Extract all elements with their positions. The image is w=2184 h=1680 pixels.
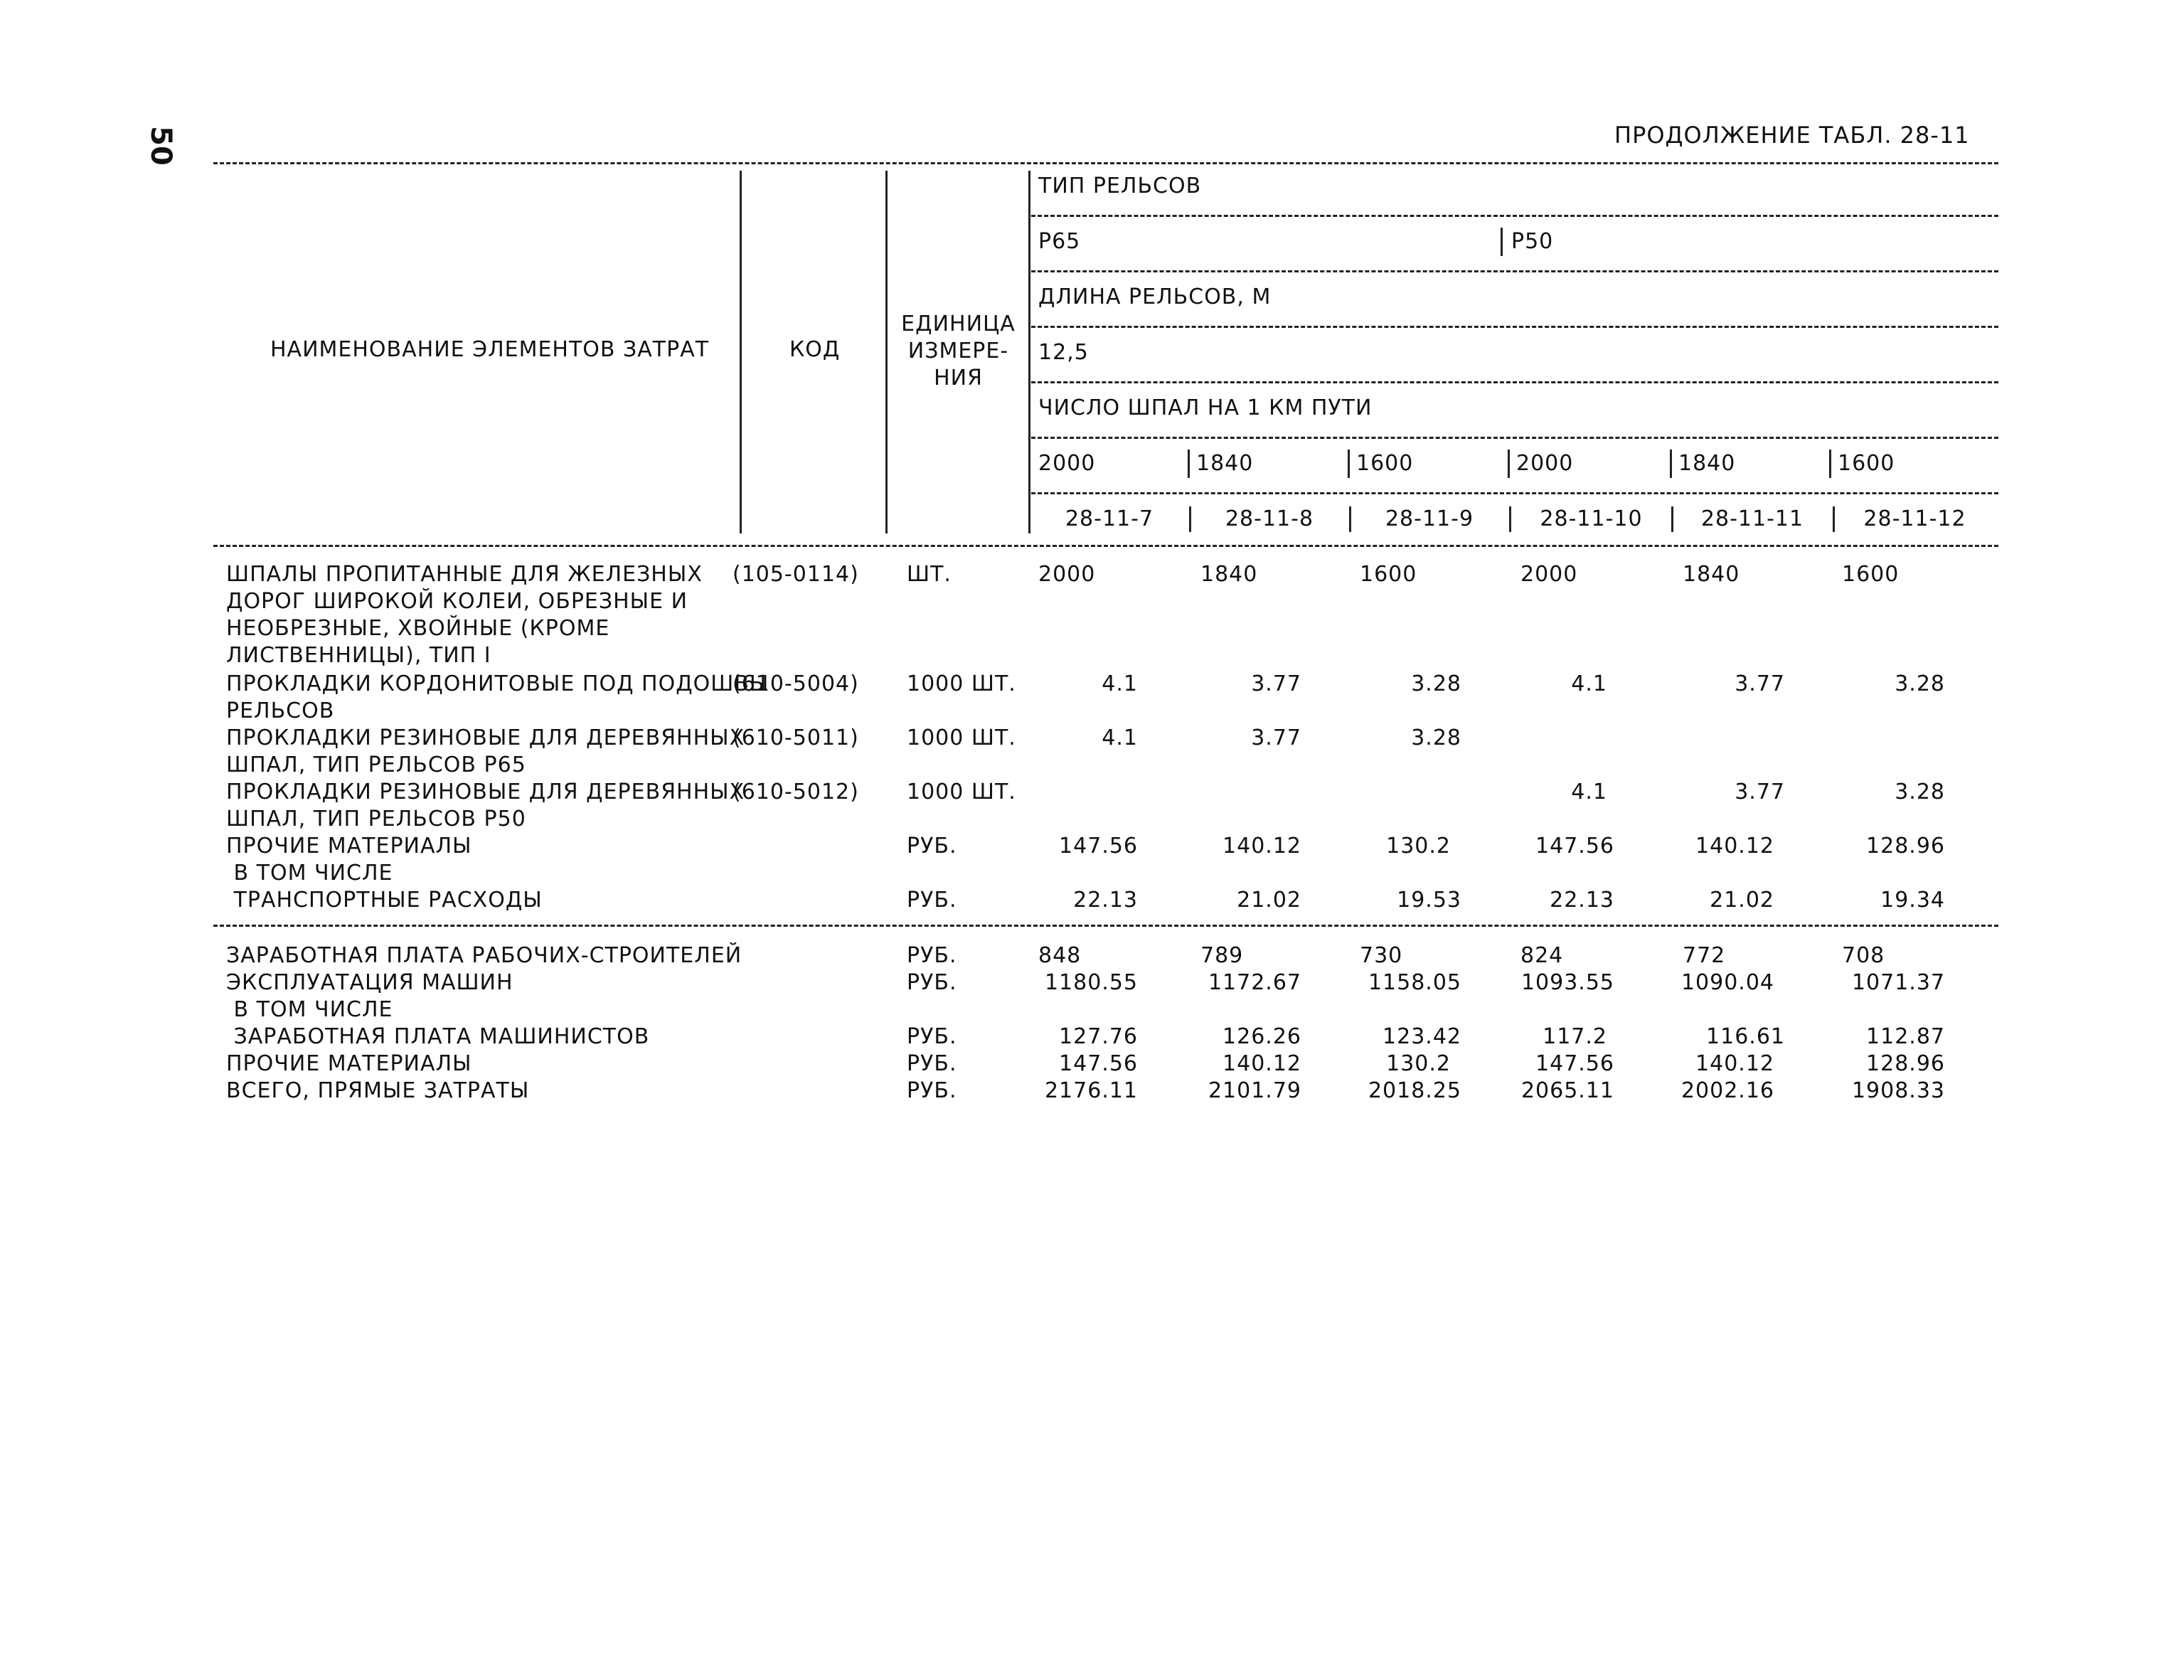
summary-value: 730 (1360, 943, 1403, 968)
row-value: 3.77 (1251, 725, 1301, 750)
row-name-line: РЕЛЬСОВ (226, 698, 335, 723)
summary-value: 1908.33 (1851, 1078, 1945, 1103)
header-unit-line-2: ИЗМЕРЕ- (907, 339, 1009, 363)
row-value: 140.12 (1222, 834, 1301, 858)
summary-value: 1071.37 (1851, 970, 1945, 995)
row-value: 1600 (1360, 562, 1417, 587)
summary-value: 2176.11 (1044, 1078, 1138, 1103)
summary-name: ЗАРАБОТНАЯ ПЛАТА РАБОЧИХ-СТРОИТЕЛЕЙ (226, 943, 742, 968)
row-value: 3.77 (1735, 671, 1785, 696)
summary-value: 848 (1038, 943, 1082, 968)
header-subrule-1 (1031, 215, 1998, 217)
header-separator-unit-values (1028, 171, 1030, 533)
row-unit: РУБ. (907, 888, 957, 913)
row-value: 4.1 (1102, 725, 1138, 750)
row-value: 140.12 (1695, 834, 1774, 858)
summary-unit: РУБ. (907, 943, 957, 968)
row-value: 3.28 (1895, 671, 1945, 696)
row-code: (610-5012) (733, 780, 859, 804)
header-code-column: КОД (789, 337, 841, 362)
summary-value: 128.96 (1866, 1051, 1945, 1076)
summary-value: 116.61 (1706, 1024, 1785, 1049)
header-table-code: 28-11-7 (1065, 506, 1154, 531)
row-value: 22.13 (1550, 888, 1614, 913)
row-name-line: ПРОКЛАДКИ РЕЗИНОВЫЕ ДЛЯ ДЕРЕВЯННЫХ (226, 780, 745, 804)
row-code: (610-5011) (733, 725, 859, 750)
summary-value: 117.2 (1543, 1024, 1607, 1049)
row-unit: ШТ. (907, 562, 952, 587)
summary-value: 140.12 (1695, 1051, 1774, 1076)
header-name-column: НАИМЕНОВАНИЕ ЭЛЕМЕНТОВ ЗАТРАТ (270, 337, 710, 362)
header-unit-line-3: НИЯ (934, 366, 983, 390)
row-unit: РУБ. (907, 834, 957, 858)
header-rail-length-value: 12,5 (1038, 340, 1089, 365)
row-value: 3.28 (1411, 671, 1461, 696)
summary-value: 789 (1200, 943, 1244, 968)
summary-name: ЗАРАБОТНАЯ ПЛАТА МАШИНИСТОВ (226, 1024, 650, 1049)
header-table-code: 28-11-11 (1700, 506, 1804, 531)
header-rail-type-label: ТИП РЕЛЬСОВ (1038, 174, 1202, 198)
header-table-code: 28-11-9 (1385, 506, 1474, 531)
summary-unit: РУБ. (907, 1024, 957, 1049)
row-name-line: ДОРОГ ШИРОКОЙ КОЛЕИ, ОБРЕЗНЫЕ И (226, 589, 688, 614)
header-table-code: 28-11-10 (1540, 506, 1643, 531)
header-subrule-3 (1031, 326, 1998, 328)
continuation-title: ПРОДОЛЖЕНИЕ ТАБЛ. 28-11 (1614, 122, 1970, 149)
row-name-line: ТРАНСПОРТНЫЕ РАСХОДЫ (226, 888, 543, 913)
header-sleeper-count: 1600 (1838, 451, 1895, 476)
row-unit: 1000 ШТ. (907, 671, 1016, 696)
row-value: 3.28 (1411, 725, 1461, 750)
sleeper-separator (1348, 450, 1350, 478)
header-top-rule (213, 162, 1998, 164)
row-name-line: ШПАЛ, ТИП РЕЛЬСОВ Р65 (226, 753, 526, 777)
summary-value: 123.42 (1383, 1024, 1461, 1049)
row-value: 130.2 (1386, 834, 1451, 858)
summary-value: 772 (1683, 943, 1726, 968)
row-code: (610-5004) (733, 671, 859, 696)
row-value: 128.96 (1866, 834, 1945, 858)
sleeper-separator (1829, 450, 1831, 478)
row-value: 4.1 (1571, 780, 1607, 804)
summary-value: 1158.05 (1368, 970, 1461, 995)
summary-value: 126.26 (1222, 1024, 1301, 1049)
sleeper-separator (1508, 450, 1510, 478)
row-value: 1600 (1842, 562, 1900, 587)
summary-unit: РУБ. (907, 970, 957, 995)
header-unit-line-1: ЕДИНИЦА (901, 312, 1016, 336)
header-sleeper-count: 2000 (1516, 451, 1574, 476)
summary-value: 140.12 (1222, 1051, 1301, 1076)
summary-name: ВСЕГО, ПРЯМЫЕ ЗАТРАТЫ (226, 1078, 530, 1103)
header-separator-code-unit (885, 171, 888, 533)
row-value: 2000 (1038, 562, 1096, 587)
summary-value: 1093.55 (1520, 970, 1614, 995)
summary-name: ПРОЧИЕ МАТЕРИАЛЫ (226, 1051, 472, 1076)
header-sleeper-count: 1600 (1356, 451, 1414, 476)
header-rail-length-label: ДЛИНА РЕЛЬСОВ, М (1038, 285, 1272, 309)
summary-value: 127.76 (1059, 1024, 1138, 1049)
row-value: 22.13 (1073, 888, 1138, 913)
row-name-line: ПРОКЛАДКИ РЕЗИНОВЫЕ ДЛЯ ДЕРЕВЯННЫХ (226, 725, 745, 750)
summary-value: 2065.11 (1520, 1078, 1614, 1103)
summary-value: 1180.55 (1044, 970, 1138, 995)
row-value: 4.1 (1571, 671, 1607, 696)
summary-name: В ТОМ ЧИСЛЕ (226, 997, 393, 1022)
row-value: 3.28 (1895, 780, 1945, 804)
row-value: 2000 (1520, 562, 1578, 587)
row-name-line: В ТОМ ЧИСЛЕ (226, 861, 393, 886)
header-sleeper-count: 2000 (1038, 451, 1096, 476)
summary-value: 1090.04 (1680, 970, 1774, 995)
header-sleeper-count: 1840 (1678, 451, 1736, 476)
row-unit: 1000 ШТ. (907, 780, 1016, 804)
summary-value: 2018.25 (1368, 1078, 1461, 1103)
header-separator-name-code (740, 171, 742, 533)
summary-unit: РУБ. (907, 1051, 957, 1076)
sleeper-separator (1188, 450, 1190, 478)
row-value: 19.34 (1880, 888, 1945, 913)
sleeper-separator (1670, 450, 1672, 478)
summary-unit: РУБ. (907, 1078, 957, 1103)
row-name-line: ПРОКЛАДКИ КОРДОНИТОВЫЕ ПОД ПОДОШВЫ (226, 671, 769, 696)
row-value: 147.56 (1535, 834, 1614, 858)
row-name-line: ЛИСТВЕННИЦЫ), ТИП I (226, 643, 491, 668)
header-rail-type-p65: Р65 (1038, 229, 1081, 254)
header-sleepers-label: ЧИСЛО ШПАЛ НА 1 КМ ПУТИ (1038, 395, 1373, 420)
row-value: 19.53 (1397, 888, 1461, 913)
summary-value: 147.56 (1059, 1051, 1138, 1076)
row-name-line: ШПАЛ, ТИП РЕЛЬСОВ Р50 (226, 807, 526, 831)
page-number: 50 (144, 126, 177, 166)
summary-value: 2002.16 (1680, 1078, 1774, 1103)
summary-value: 708 (1842, 943, 1885, 968)
header-sleeper-count: 1840 (1196, 451, 1254, 476)
row-value: 3.77 (1251, 671, 1301, 696)
summary-value: 130.2 (1386, 1051, 1451, 1076)
summary-value: 824 (1520, 943, 1564, 968)
summary-value: 1172.67 (1208, 970, 1301, 995)
row-name-line: ПРОЧИЕ МАТЕРИАЛЫ (226, 834, 472, 858)
header-table-code: 28-11-12 (1863, 506, 1966, 531)
summary-value: 112.87 (1866, 1024, 1945, 1049)
header-subrule-4 (1031, 381, 1998, 383)
rail-type-separator (1501, 228, 1503, 256)
row-value: 147.56 (1059, 834, 1138, 858)
header-table-code: 28-11-8 (1225, 506, 1314, 531)
row-unit: 1000 ШТ. (907, 725, 1016, 750)
header-rail-type-p50: Р50 (1511, 229, 1554, 254)
summary-name: ЭКСПЛУАТАЦИЯ МАШИН (226, 970, 513, 995)
header-subrule-6 (1031, 492, 1998, 494)
row-value: 1840 (1683, 562, 1740, 587)
header-bottom-rule (213, 545, 1998, 547)
row-name-line: ШПАЛЫ ПРОПИТАННЫЕ ДЛЯ ЖЕЛЕЗНЫХ (226, 562, 703, 587)
row-code: (105-0114) (733, 562, 859, 587)
section-divider-rule (213, 925, 1998, 927)
header-subrule-2 (1031, 270, 1998, 272)
row-value: 4.1 (1102, 671, 1138, 696)
summary-value: 2101.79 (1208, 1078, 1301, 1103)
row-value: 3.77 (1735, 780, 1785, 804)
header-subrule-5 (1031, 437, 1998, 439)
row-value: 1840 (1200, 562, 1258, 587)
summary-value: 147.56 (1535, 1051, 1614, 1076)
row-value: 21.02 (1710, 888, 1774, 913)
row-value: 21.02 (1237, 888, 1301, 913)
row-name-line: НЕОБРЕЗНЫЕ, ХВОЙНЫЕ (КРОМЕ (226, 616, 610, 641)
